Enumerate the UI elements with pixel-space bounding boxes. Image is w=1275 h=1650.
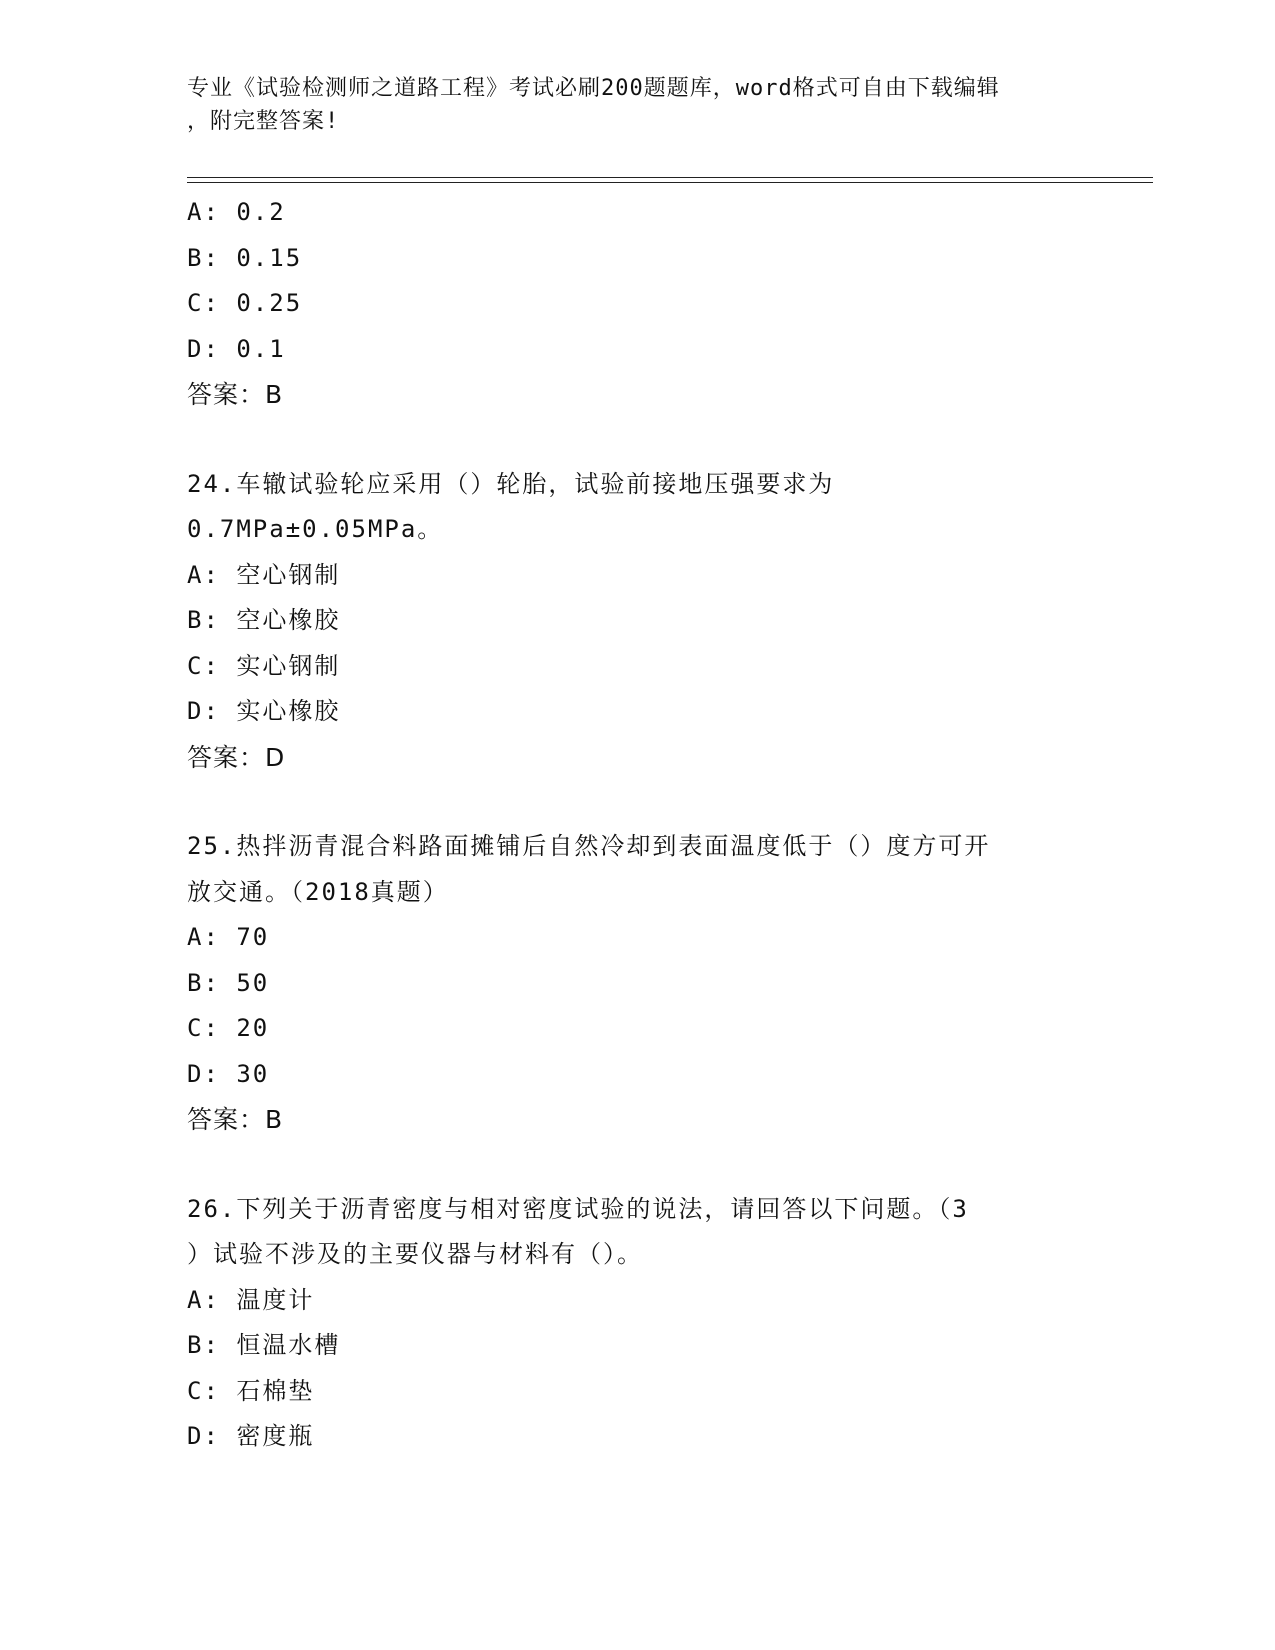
option-d: D: 密度瓶 <box>187 1422 315 1450</box>
question-stem-line2: ）试验不涉及的主要仪器与材料有（）。 <box>187 1240 643 1268</box>
option-d: D: 30 <box>187 1059 270 1088</box>
option-c: C: 20 <box>187 1014 270 1042</box>
header-title-line2: ，附完整答案! <box>187 109 340 134</box>
option-b: B: 恒温水槽 <box>187 1331 341 1359</box>
spacer <box>187 1143 1087 1187</box>
answer: 答案：B <box>187 1105 284 1134</box>
option-c: C: 0.25 <box>187 289 303 317</box>
option-a: A: 温度计 <box>187 1285 315 1314</box>
option-b: B: 50 <box>187 968 270 997</box>
question-stem-line1: 25.热拌沥青混合料路面摊铺后自然冷却到表面温度低于（）度方可开 <box>187 832 991 860</box>
question-list <box>187 190 1087 1460</box>
option-b: B: 空心橡胶 <box>187 606 341 634</box>
option-a: A: 70 <box>187 923 270 951</box>
spacer <box>187 780 1087 824</box>
option-d: D: 0.1 <box>187 334 286 363</box>
question-stem-line1: 24.车辙试验轮应采用（）轮胎，试验前接地压强要求为 <box>187 469 835 498</box>
option-d: D: 实心橡胶 <box>187 697 341 725</box>
question-stem-line2: 放交通。（2018真题） <box>187 877 449 906</box>
option-a: A: 0.2 <box>187 198 286 226</box>
header-title-line1: 专业《试验检测师之道路工程》考试必刷200题题库，word格式可自由下载编辑 <box>187 76 1000 101</box>
question-25 <box>187 824 1087 1143</box>
answer: 答案：B <box>187 380 284 409</box>
option-c: C: 实心钢制 <box>187 651 341 680</box>
option-a: A: 空心钢制 <box>187 560 341 589</box>
option-b: B: 0.15 <box>187 243 303 272</box>
question-24 <box>187 462 1087 781</box>
header-rule-bottom <box>187 182 1153 183</box>
document-header <box>187 72 1067 138</box>
header-rule-top <box>187 177 1153 178</box>
question-stem-line2: 0.7MPa±0.05MPa。 <box>187 515 444 543</box>
question-26 <box>187 1187 1087 1460</box>
question-stem-line1: 26.下列关于沥青密度与相对密度试验的说法，请回答以下问题。（3 <box>187 1194 969 1223</box>
option-c: C: 石棉垫 <box>187 1376 315 1405</box>
answer: 答案：D <box>187 742 286 772</box>
question-23 <box>187 190 1087 418</box>
spacer <box>187 418 1087 462</box>
